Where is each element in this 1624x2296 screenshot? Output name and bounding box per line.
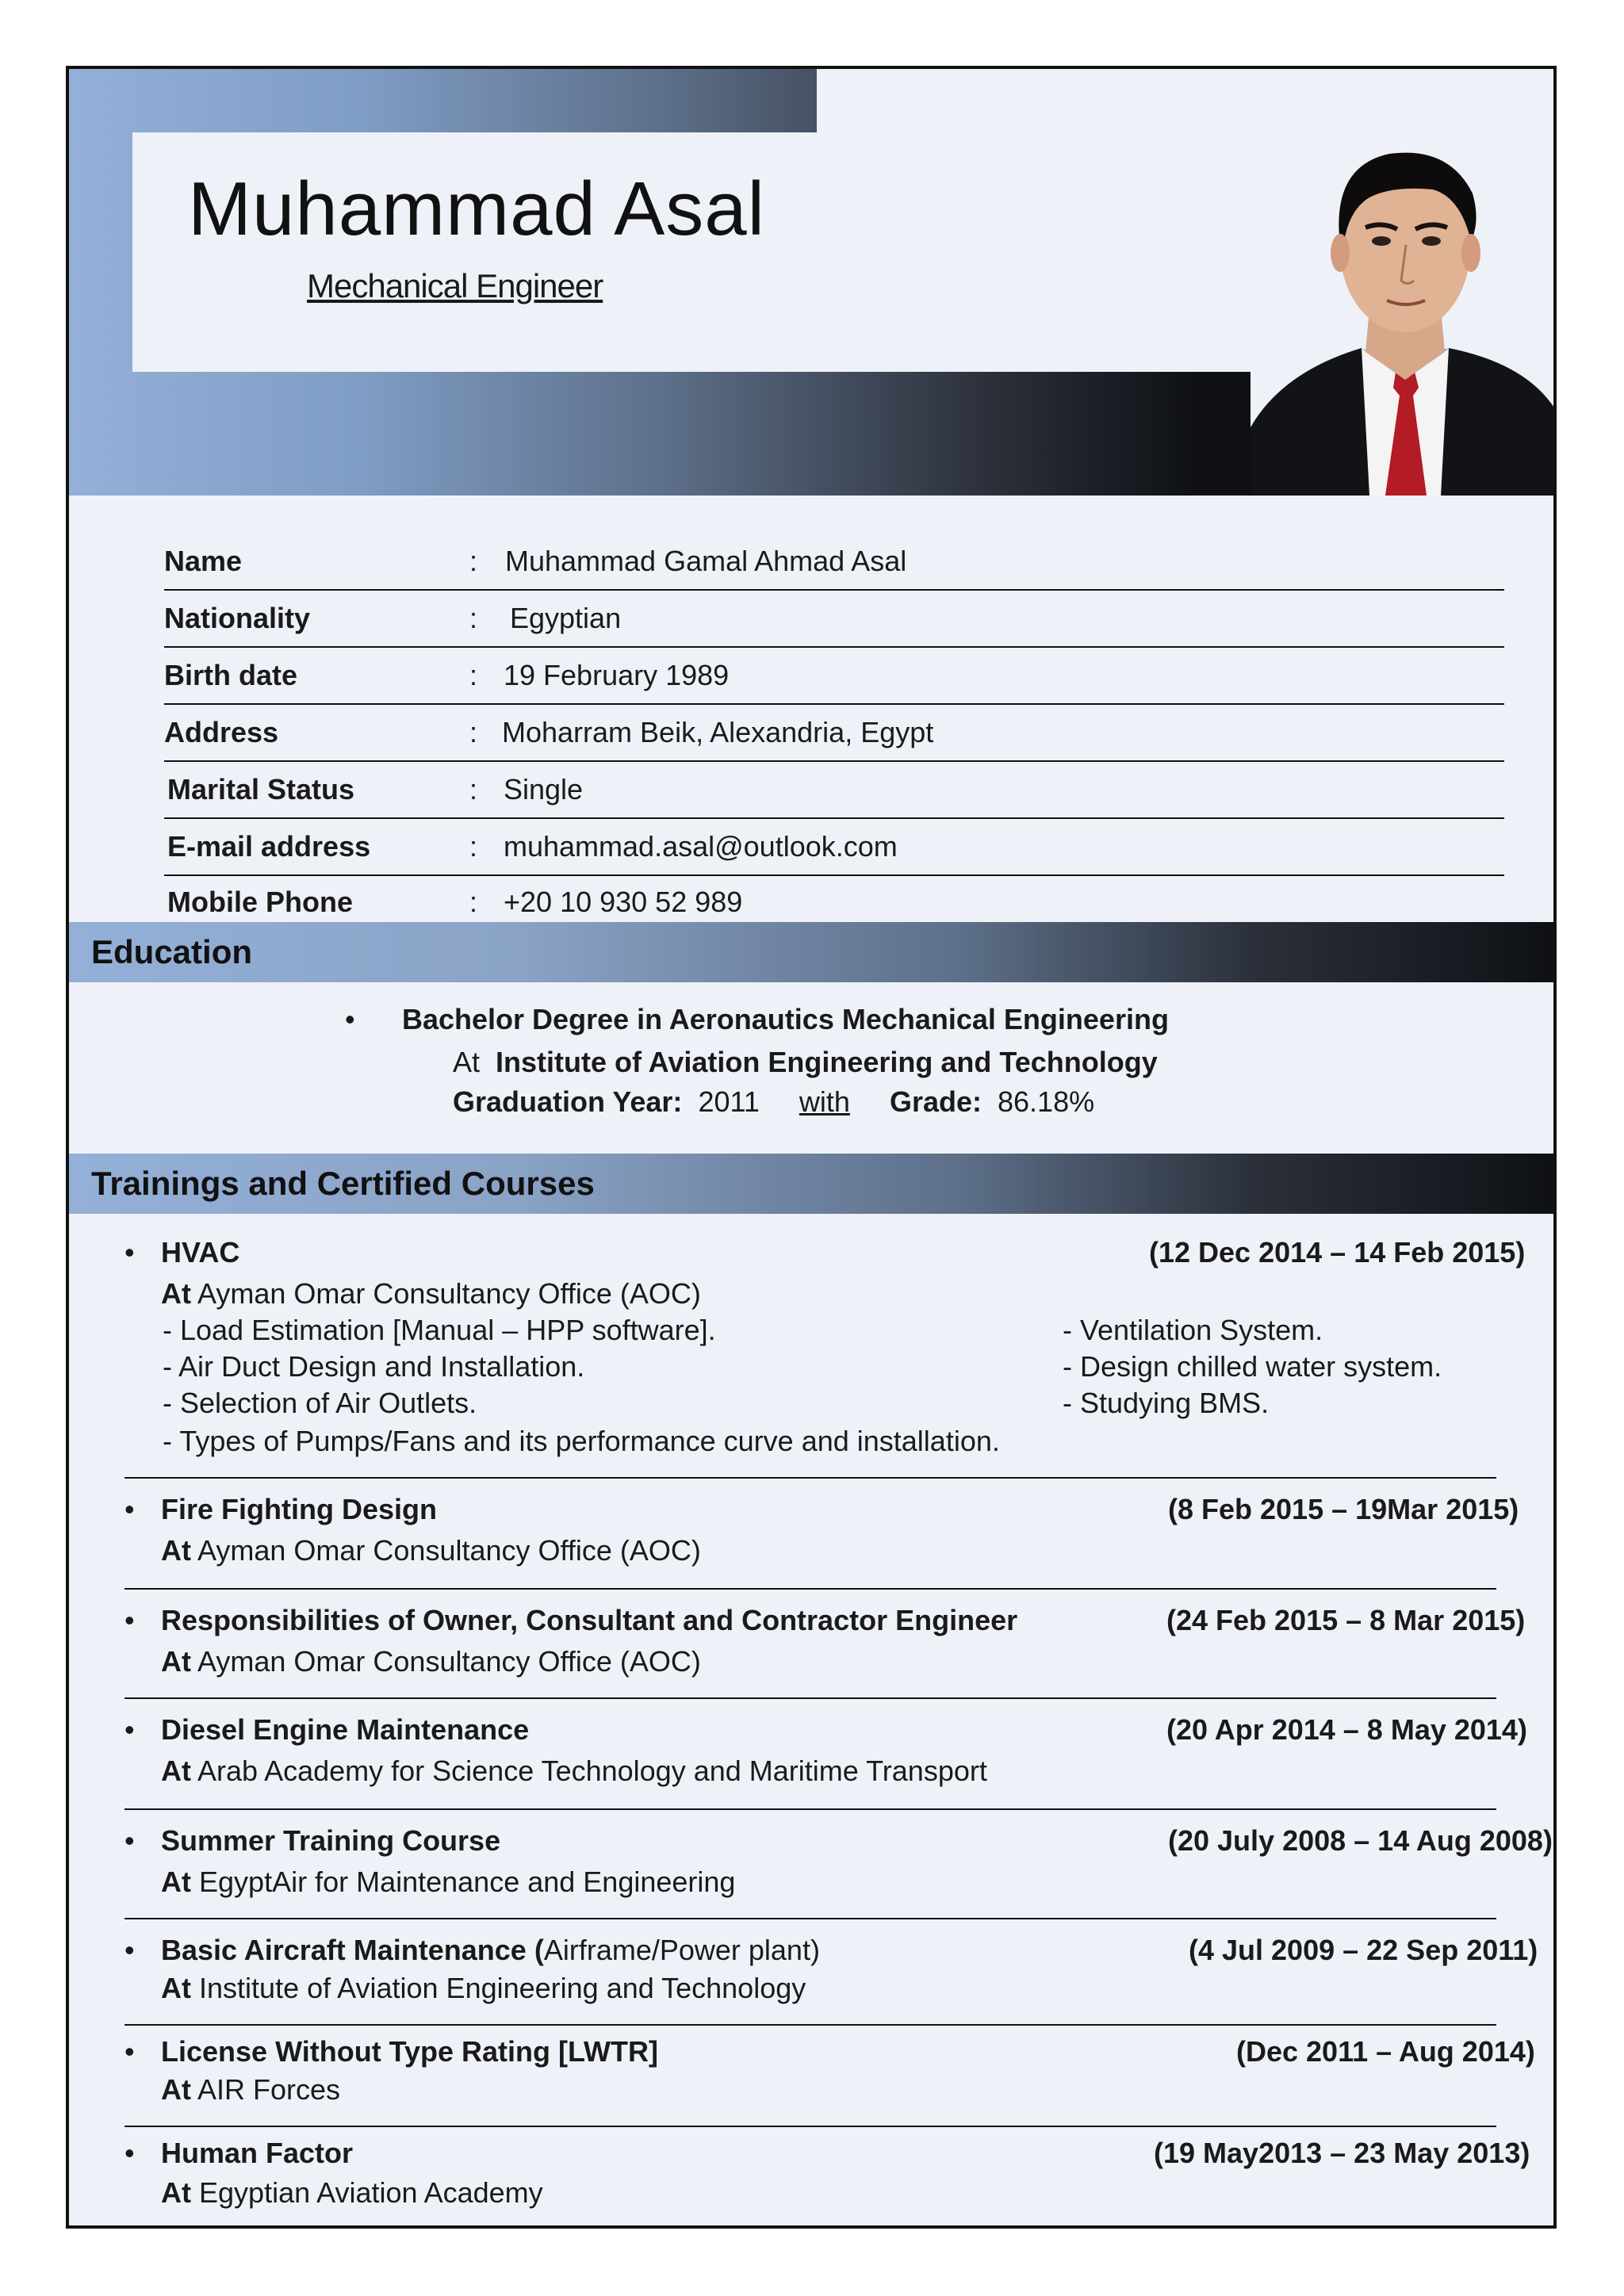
info-value: Egyptian bbox=[510, 602, 622, 634]
training-place: Ayman Omar Consultancy Office (AOC) bbox=[197, 1534, 701, 1567]
hvac-topic: - Studying BMS. bbox=[1063, 1387, 1270, 1419]
grade-value: 86.18% bbox=[998, 1085, 1095, 1118]
training-date: (12 Dec 2014 – 14 Feb 2015) bbox=[1149, 1236, 1526, 1269]
training-date: (20 July 2008 – 14 Aug 2008) bbox=[1168, 1824, 1553, 1857]
info-value: Single bbox=[504, 773, 584, 806]
training-title: Human Factor bbox=[161, 2137, 354, 2169]
name-panel bbox=[132, 132, 817, 372]
at-prefix: At bbox=[161, 2176, 191, 2209]
training-title bbox=[161, 1934, 820, 1967]
at-prefix: At bbox=[161, 1866, 191, 1898]
profile-photo bbox=[1251, 110, 1557, 496]
education-institute: Institute of Aviation Engineering and Technology bbox=[496, 1046, 1158, 1078]
training-date: (8 Feb 2015 – 19Mar 2015) bbox=[1168, 1493, 1519, 1525]
training-place: Ayman Omar Consultancy Office (AOC) bbox=[197, 1645, 701, 1678]
info-row-marital-status bbox=[164, 760, 1504, 819]
bullet-icon: • bbox=[124, 1604, 135, 1636]
training-place: Arab Academy for Science Technology and Maritime Transport bbox=[197, 1755, 987, 1787]
job-title: Mechanical Engineer bbox=[307, 267, 603, 304]
info-label: Mobile Phone bbox=[167, 886, 353, 918]
divider bbox=[124, 2024, 1496, 2026]
info-label: Marital Status bbox=[167, 773, 355, 806]
bullet-icon: • bbox=[124, 2035, 135, 2068]
info-row-email bbox=[164, 817, 1504, 876]
training-place: EgyptAir for Maintenance and Engineering bbox=[199, 1866, 736, 1898]
info-label: Nationality bbox=[164, 602, 311, 634]
education-graduation-line bbox=[453, 1085, 1094, 1119]
bullet-icon: • bbox=[124, 1713, 135, 1746]
info-colon: : bbox=[469, 659, 478, 691]
divider bbox=[124, 2126, 1496, 2127]
training-place: Ayman Omar Consultancy Office (AOC) bbox=[197, 1277, 701, 1310]
at-prefix: At bbox=[161, 2073, 191, 2106]
bullet-icon: • bbox=[124, 1934, 135, 1966]
info-label: Address bbox=[164, 716, 279, 748]
training-date: (19 May2013 – 23 May 2013) bbox=[1154, 2137, 1530, 2169]
resume-page bbox=[66, 66, 1557, 2229]
training-place-line bbox=[161, 1972, 806, 2005]
section-header-trainings bbox=[69, 1154, 1557, 1214]
at-prefix: At bbox=[161, 1534, 191, 1567]
training-place: Institute of Aviation Engineering and Technology bbox=[199, 1972, 806, 2004]
training-place-line bbox=[161, 2176, 543, 2210]
info-row-nationality bbox=[164, 589, 1504, 648]
info-value: Muhammad Gamal Ahmad Asal bbox=[505, 545, 907, 577]
email-link[interactable]: muhammad.asal@outlook.com bbox=[504, 830, 898, 863]
divider bbox=[124, 1477, 1496, 1479]
graduation-year: 2011 bbox=[698, 1085, 760, 1118]
bullet-icon: • bbox=[124, 2137, 135, 2169]
hvac-topic: - Load Estimation [Manual – HPP software]. bbox=[163, 1314, 716, 1346]
training-title: Diesel Engine Maintenance bbox=[161, 1713, 530, 1746]
at-prefix: At bbox=[161, 1277, 191, 1310]
at-prefix: At bbox=[161, 1645, 191, 1678]
training-title: Responsibilities of Owner, Consultant and Contractor Engineer bbox=[161, 1604, 1018, 1636]
training-title: License Without Type Rating [LWTR] bbox=[161, 2035, 658, 2068]
education-degree: Bachelor Degree in Aeronautics Mechanical Engineering bbox=[402, 1003, 1169, 1035]
training-date: (4 Jul 2009 – 22 Sep 2011) bbox=[1189, 1934, 1538, 1966]
training-title-extra: Airframe/Power plant) bbox=[543, 1934, 820, 1966]
info-row-birth-date bbox=[164, 646, 1504, 705]
graduation-label: Graduation Year: bbox=[453, 1085, 683, 1118]
training-place: Egyptian Aviation Academy bbox=[199, 2176, 543, 2209]
training-title: Summer Training Course bbox=[161, 1824, 501, 1857]
hvac-topic: - Ventilation System. bbox=[1063, 1314, 1323, 1346]
training-place: AIR Forces bbox=[197, 2073, 341, 2106]
training-place-line bbox=[161, 2073, 340, 2107]
hvac-topic: - Design chilled water system. bbox=[1063, 1350, 1442, 1383]
at-prefix: At bbox=[161, 1972, 191, 2004]
info-label: Birth date bbox=[164, 659, 298, 691]
info-colon: : bbox=[469, 886, 478, 918]
training-place-line bbox=[161, 1645, 701, 1678]
section-title: Education bbox=[91, 933, 253, 970]
at-prefix: At bbox=[161, 1755, 191, 1787]
training-place-line bbox=[161, 1534, 701, 1567]
info-colon: : bbox=[469, 602, 478, 634]
divider bbox=[124, 1808, 1496, 1810]
info-value: +20 10 930 52 989 bbox=[504, 886, 743, 918]
bullet-icon: • bbox=[345, 1003, 355, 1035]
hvac-topic: - Types of Pumps/Fans and its performance curve and installation. bbox=[163, 1425, 1000, 1457]
info-value: Moharram Beik, Alexandria, Egypt bbox=[502, 716, 934, 748]
info-colon: : bbox=[469, 830, 478, 863]
info-colon: : bbox=[469, 716, 478, 748]
hvac-topic: - Selection of Air Outlets. bbox=[163, 1387, 477, 1419]
info-row-address bbox=[164, 703, 1504, 762]
hvac-topic: - Air Duct Design and Installation. bbox=[163, 1350, 585, 1383]
section-title: Trainings and Certified Courses bbox=[91, 1165, 595, 1202]
divider bbox=[124, 1918, 1496, 1919]
at-prefix: At bbox=[453, 1046, 481, 1078]
divider bbox=[124, 1697, 1496, 1699]
training-place-line bbox=[161, 1277, 701, 1311]
bullet-icon: • bbox=[124, 1824, 135, 1857]
education-institute-line bbox=[453, 1046, 1158, 1079]
divider bbox=[124, 1588, 1496, 1590]
info-row-name bbox=[164, 532, 1504, 591]
info-label: Name bbox=[164, 545, 243, 577]
training-date: (24 Feb 2015 – 8 Mar 2015) bbox=[1166, 1604, 1526, 1636]
training-title-bold: Basic Aircraft Maintenance ( bbox=[161, 1934, 544, 1966]
info-colon: : bbox=[469, 545, 478, 577]
training-title: Fire Fighting Design bbox=[161, 1493, 437, 1525]
with-text: with bbox=[799, 1085, 850, 1118]
bullet-icon: • bbox=[124, 1493, 135, 1525]
training-title: HVAC bbox=[161, 1236, 240, 1269]
bullet-icon: • bbox=[124, 1236, 135, 1269]
training-place-line bbox=[161, 1755, 987, 1788]
section-header-education bbox=[69, 922, 1557, 982]
info-value: 19 February 1989 bbox=[504, 659, 730, 691]
training-place-line bbox=[161, 1866, 735, 1899]
grade-label: Grade: bbox=[889, 1085, 982, 1118]
info-colon: : bbox=[469, 773, 478, 806]
training-date: (20 Apr 2014 – 8 May 2014) bbox=[1166, 1713, 1527, 1746]
training-date: (Dec 2011 – Aug 2014) bbox=[1236, 2035, 1535, 2068]
resume-name: Muhammad Asal bbox=[188, 166, 765, 251]
info-label: E-mail address bbox=[167, 830, 371, 863]
